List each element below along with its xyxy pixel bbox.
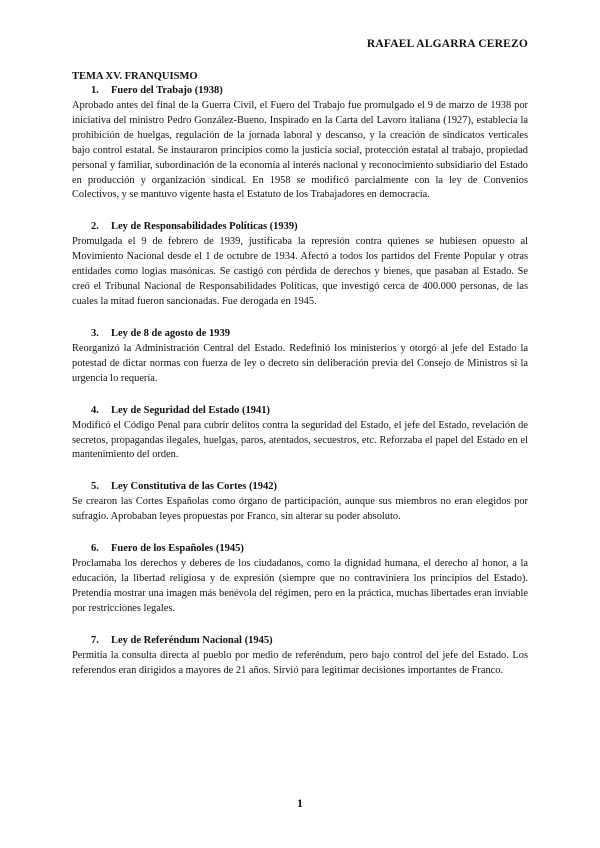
section-1 bbox=[72, 84, 528, 203]
section-title: Fuero de los Españoles (1945) bbox=[111, 543, 244, 555]
section-heading bbox=[72, 327, 528, 341]
section-6 bbox=[72, 542, 528, 617]
section-number: 2. bbox=[91, 221, 99, 233]
section-body: Reorganizó la Administración Central del Estado. Redefinió los ministerios y otorgó al jefe del Estado la potestad de dictar normas con fuerza de ley o decreto sin deliberación previa del Consejo de Ministros si la urgencia lo requería. bbox=[72, 342, 528, 384]
section-body: Se crearon las Cortes Españolas como órgano de participación, aunque sus miembros no eran elegidos por sufragio. Aprobaban leyes propuestas por Franco, sin alterar su poder absoluto. bbox=[72, 496, 528, 523]
section-title: Ley Constitutiva de las Cortes (1942) bbox=[111, 481, 277, 493]
section-4 bbox=[72, 404, 528, 464]
section-2 bbox=[72, 220, 528, 310]
section-heading bbox=[72, 480, 528, 494]
section-heading bbox=[72, 404, 528, 418]
section-3 bbox=[72, 327, 528, 387]
section-title: Ley de Referéndum Nacional (1945) bbox=[111, 634, 273, 646]
section-heading bbox=[72, 634, 528, 648]
section-body: Permitía la consulta directa al pueblo por medio de referéndum, pero bajo control del jefe del Estado. Los referendos eran dirigidos a mayores de 21 años. Sirvió para legitimar decisiones importantes de Franco. bbox=[72, 649, 528, 676]
document-title: TEMA XV. FRANQUISMO bbox=[72, 71, 198, 82]
section-number: 4. bbox=[91, 404, 99, 416]
section-number: 5. bbox=[91, 481, 99, 493]
page-number: 1 bbox=[297, 796, 303, 810]
section-title: Ley de Responsabilidades Políticas (1939) bbox=[111, 221, 298, 233]
section-7 bbox=[72, 634, 528, 679]
section-heading bbox=[72, 220, 528, 234]
section-body: Promulgada el 9 de febrero de 1939, justificaba la represión contra quienes se hubiesen opuesto al Movimiento Nacional desde el 1 de octubre de 1934. Afectó a todos los partidos del Frente Popular y otras entidades como logias masónicas. Se castigó con pérdida de derechos y bienes, que pasaban al Estado. Se creó el Tribunal Nacional de Responsabilidades Políticas, que investigó cerca de 400.000 personas, de las cuales la mitad fueron sancionadas. Fue derogada en 1945. bbox=[72, 236, 528, 307]
section-heading bbox=[72, 84, 528, 98]
section-number: 6. bbox=[91, 543, 99, 555]
section-number: 7. bbox=[91, 634, 99, 646]
section-title: Ley de 8 de agosto de 1939 bbox=[111, 327, 230, 339]
section-title: Ley de Seguridad del Estado (1941) bbox=[111, 404, 270, 416]
section-title: Fuero del Trabajo (1938) bbox=[111, 85, 223, 96]
section-body: Modificó el Código Penal para cubrir delitos contra la seguridad del Estado, el jefe del Estado, revelación de secretos, propagandas ilegales, huelgas, paros, atentados, secuestros, etc. Reforzaba el papel del Estado en el mantenimiento del orden. bbox=[72, 419, 528, 461]
author-header: RAFAEL ALGARRA CEREZO bbox=[366, 38, 528, 50]
section-body: Aprobado antes del final de la Guerra Civil, el Fuero del Trabajo fue promulgado el 9 de marzo de 1938 por iniciativa del ministro Pedro González-Bueno. Inspirado en la Carta del Lavoro italiana (1927), establecía la prohibición de huelgas, regulación de la jornada laboral y descanso, y la creación de sindicatos verticales bajo control estatal. Se instauraron principios como la justicia social, protección estatal al trabajo, propiedad personal y familiar, subordinación de la economía al interés nacional y reconocimiento subsidiario del Estado en producción y organización sindical. En 1958 se modificó parcialmente con la ley de Convenios Colectivos, y se mantuvo vigente hasta el Estatuto de los Trabajadores en democracia. bbox=[72, 100, 528, 201]
section-body: Proclamaba los derechos y deberes de los ciudadanos, como la dignidad humana, el derecho al honor, a la educación, la libertad religiosa y de expresión (siempre que no contraviniera los principios del Estado). Pretendía mostrar una imagen más benévola del régimen, pero en la práctica, muchas libertades eran inviable por restricciones legales. bbox=[72, 558, 528, 614]
section-number: 3. bbox=[91, 327, 99, 339]
section-number: 1. bbox=[91, 85, 99, 96]
section-5 bbox=[72, 480, 528, 525]
section-heading bbox=[72, 542, 528, 556]
document-content bbox=[72, 70, 528, 696]
